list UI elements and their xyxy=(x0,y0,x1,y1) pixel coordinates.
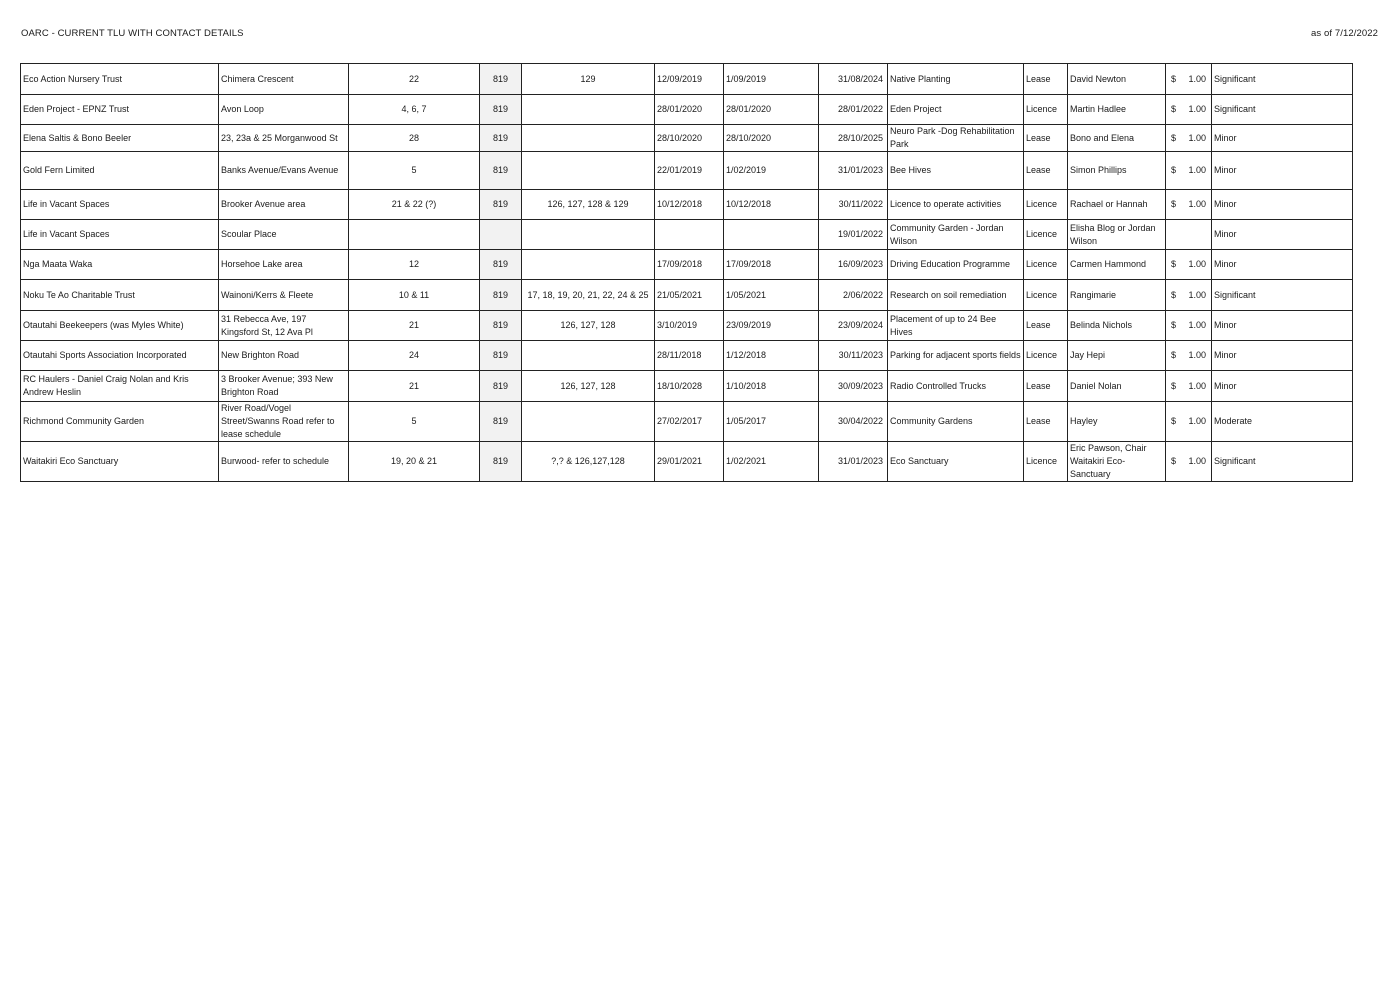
cell-contact: Jay Hepi xyxy=(1068,341,1166,371)
cell-type: Lease xyxy=(1024,402,1068,442)
table-row xyxy=(21,152,1353,190)
cell-purpose: Eco Sanctuary xyxy=(888,442,1024,482)
cell-expiry: 30/09/2023 xyxy=(819,371,888,402)
cell-refs xyxy=(522,341,655,371)
cell-type: Lease xyxy=(1024,64,1068,95)
cell-type: Lease xyxy=(1024,125,1068,152)
cell-purpose: Licence to operate activities xyxy=(888,190,1024,220)
cell-type: Lease xyxy=(1024,152,1068,190)
fee-currency: $ xyxy=(1171,380,1177,391)
cell-start: 22/01/2019 xyxy=(655,152,724,190)
cell-expiry: 31/01/2023 xyxy=(819,442,888,482)
cell-purpose: Placement of up to 24 Bee Hives xyxy=(888,311,1024,341)
cell-purpose: Community Garden - Jordan Wilson xyxy=(888,220,1024,250)
fee-currency: $ xyxy=(1171,289,1177,300)
cell-refs xyxy=(522,95,655,125)
cell-org: Eco Action Nursery Trust xyxy=(21,64,219,95)
fee-amount: 1.00 xyxy=(1188,165,1206,175)
cell-type: Licence xyxy=(1024,250,1068,280)
cell-contact: Daniel Nolan xyxy=(1068,371,1166,402)
cell-start: 3/10/2019 xyxy=(655,311,724,341)
cell-rating: Significant xyxy=(1212,95,1353,125)
cell-rating: Minor xyxy=(1212,341,1353,371)
table-row xyxy=(21,220,1353,250)
cell-refs xyxy=(522,250,655,280)
cell-code: 819 xyxy=(480,341,522,371)
cell-org: Life in Vacant Spaces xyxy=(21,220,219,250)
cell-rating: Moderate xyxy=(1212,402,1353,442)
cell-rating: Minor xyxy=(1212,371,1353,402)
cell-refs: 126, 127, 128 xyxy=(522,371,655,402)
cell-type: Lease xyxy=(1024,371,1068,402)
fee-amount: 1.00 xyxy=(1188,73,1206,84)
cell-refs xyxy=(522,220,655,250)
cell-purpose: Neuro Park -Dog Rehabilitation Park xyxy=(888,125,1024,152)
cell-commence: 1/02/2019 xyxy=(724,152,819,190)
cell-area: 24 xyxy=(349,341,480,371)
cell-refs xyxy=(522,152,655,190)
cell-location: Brooker Avenue area xyxy=(219,190,349,220)
cell-refs xyxy=(522,125,655,152)
tlu-table xyxy=(20,63,1353,482)
cell-rating: Significant xyxy=(1212,280,1353,311)
cell-location: New Brighton Road xyxy=(219,341,349,371)
table-row xyxy=(21,341,1353,371)
cell-code: 819 xyxy=(480,95,522,125)
cell-area: 4, 6, 7 xyxy=(349,95,480,125)
cell-fee xyxy=(1166,280,1212,311)
fee-amount: 1.00 xyxy=(1188,289,1206,300)
cell-code: 819 xyxy=(480,152,522,190)
cell-rating: Minor xyxy=(1212,125,1353,152)
cell-rating: Significant xyxy=(1212,64,1353,95)
document-title: OARC - CURRENT TLU WITH CONTACT DETAILS xyxy=(21,28,244,39)
cell-area: 19, 20 & 21 xyxy=(349,442,480,482)
fee-currency: $ xyxy=(1171,416,1177,426)
cell-commence: 1/09/2019 xyxy=(724,64,819,95)
cell-refs: 129 xyxy=(522,64,655,95)
fee-amount: 1.00 xyxy=(1188,320,1206,330)
cell-start xyxy=(655,220,724,250)
cell-fee xyxy=(1166,341,1212,371)
cell-start: 17/09/2018 xyxy=(655,250,724,280)
cell-expiry: 2/06/2022 xyxy=(819,280,888,311)
cell-expiry: 30/11/2023 xyxy=(819,341,888,371)
cell-fee xyxy=(1166,64,1212,95)
cell-contact: Carmen Hammond xyxy=(1068,250,1166,280)
cell-location: Banks Avenue/Evans Avenue xyxy=(219,152,349,190)
cell-fee xyxy=(1166,152,1212,190)
cell-location: Avon Loop xyxy=(219,95,349,125)
cell-code xyxy=(480,220,522,250)
cell-fee xyxy=(1166,220,1212,250)
cell-expiry: 28/01/2022 xyxy=(819,95,888,125)
table-row xyxy=(21,64,1353,95)
cell-rating: Significant xyxy=(1212,442,1353,482)
cell-commence xyxy=(724,220,819,250)
cell-area: 10 & 11 xyxy=(349,280,480,311)
cell-type: Licence xyxy=(1024,220,1068,250)
table-body xyxy=(21,64,1353,482)
cell-expiry: 30/11/2022 xyxy=(819,190,888,220)
cell-expiry: 16/09/2023 xyxy=(819,250,888,280)
cell-rating: Minor xyxy=(1212,190,1353,220)
cell-contact: Rangimarie xyxy=(1068,280,1166,311)
cell-type: Licence xyxy=(1024,341,1068,371)
fee-currency: $ xyxy=(1171,350,1177,360)
cell-rating: Minor xyxy=(1212,311,1353,341)
cell-fee xyxy=(1166,125,1212,152)
cell-code: 819 xyxy=(480,190,522,220)
cell-expiry: 28/10/2025 xyxy=(819,125,888,152)
cell-expiry: 19/01/2022 xyxy=(819,220,888,250)
cell-location: Chimera Crescent xyxy=(219,64,349,95)
cell-org: Gold Fern Limited xyxy=(21,152,219,190)
cell-location: 23, 23a & 25 Morganwood St xyxy=(219,125,349,152)
cell-expiry: 30/04/2022 xyxy=(819,402,888,442)
cell-org: Otautahi Sports Association Incorporated xyxy=(21,341,219,371)
cell-type: Licence xyxy=(1024,442,1068,482)
fee-currency: $ xyxy=(1171,104,1177,114)
cell-commence: 28/10/2020 xyxy=(724,125,819,152)
cell-commence: 10/12/2018 xyxy=(724,190,819,220)
cell-contact: David Newton xyxy=(1068,64,1166,95)
cell-contact: Bono and Elena xyxy=(1068,125,1166,152)
cell-purpose: Radio Controlled Trucks xyxy=(888,371,1024,402)
cell-fee xyxy=(1166,250,1212,280)
cell-rating: Minor xyxy=(1212,250,1353,280)
fee-currency: $ xyxy=(1171,199,1177,209)
cell-org: Noku Te Ao Charitable Trust xyxy=(21,280,219,311)
fee-amount: 1.00 xyxy=(1188,259,1206,269)
table-row xyxy=(21,371,1353,402)
cell-fee xyxy=(1166,402,1212,442)
cell-location: 31 Rebecca Ave, 197 Kingsford St, 12 Ava Pl xyxy=(219,311,349,341)
cell-area: 22 xyxy=(349,64,480,95)
cell-code: 819 xyxy=(480,280,522,311)
cell-org: Nga Maata Waka xyxy=(21,250,219,280)
cell-start: 21/05/2021 xyxy=(655,280,724,311)
cell-purpose: Research on soil remediation xyxy=(888,280,1024,311)
cell-fee xyxy=(1166,371,1212,402)
table-row xyxy=(21,190,1353,220)
table-row xyxy=(21,311,1353,341)
cell-area: 21 xyxy=(349,311,480,341)
cell-contact: Rachael or Hannah xyxy=(1068,190,1166,220)
cell-type: Licence xyxy=(1024,280,1068,311)
cell-rating: Minor xyxy=(1212,220,1353,250)
fee-amount: 1.00 xyxy=(1188,380,1206,391)
fee-currency: $ xyxy=(1171,165,1177,175)
fee-amount: 1.00 xyxy=(1188,199,1206,209)
cell-refs: ?,? & 126,127,128 xyxy=(522,442,655,482)
cell-area: 5 xyxy=(349,152,480,190)
cell-area: 21 xyxy=(349,371,480,402)
cell-area xyxy=(349,220,480,250)
table-row xyxy=(21,402,1353,442)
cell-type: Licence xyxy=(1024,190,1068,220)
cell-code: 819 xyxy=(480,442,522,482)
fee-currency: $ xyxy=(1171,73,1177,84)
cell-purpose: Community Gardens xyxy=(888,402,1024,442)
cell-start: 10/12/2018 xyxy=(655,190,724,220)
cell-refs: 126, 127, 128 & 129 xyxy=(522,190,655,220)
cell-org: Life in Vacant Spaces xyxy=(21,190,219,220)
cell-start: 28/11/2018 xyxy=(655,341,724,371)
cell-refs: 17, 18, 19, 20, 21, 22, 24 & 25 xyxy=(522,280,655,311)
cell-contact: Simon Phillips xyxy=(1068,152,1166,190)
cell-code: 819 xyxy=(480,64,522,95)
fee-amount: 1.00 xyxy=(1188,350,1206,360)
cell-org: Richmond Community Garden xyxy=(21,402,219,442)
cell-start: 28/01/2020 xyxy=(655,95,724,125)
cell-start: 12/09/2019 xyxy=(655,64,724,95)
cell-area: 28 xyxy=(349,125,480,152)
cell-location: Burwood- refer to schedule xyxy=(219,442,349,482)
cell-purpose: Driving Education Programme xyxy=(888,250,1024,280)
cell-expiry: 31/08/2024 xyxy=(819,64,888,95)
cell-purpose: Native Planting xyxy=(888,64,1024,95)
table-row xyxy=(21,442,1353,482)
cell-location: Wainoni/Kerrs & Fleete xyxy=(219,280,349,311)
fee-amount: 1.00 xyxy=(1188,416,1206,426)
cell-location: River Road/Vogel Street/Swanns Road refer to lease schedule xyxy=(219,402,349,442)
cell-commence: 1/10/2018 xyxy=(724,371,819,402)
table-row xyxy=(21,95,1353,125)
fee-currency: $ xyxy=(1171,456,1177,466)
fee-currency: $ xyxy=(1171,132,1177,143)
cell-location: Scoular Place xyxy=(219,220,349,250)
cell-code: 819 xyxy=(480,371,522,402)
cell-start: 18/10/2028 xyxy=(655,371,724,402)
cell-rating: Minor xyxy=(1212,152,1353,190)
cell-commence: 17/09/2018 xyxy=(724,250,819,280)
cell-contact: Eric Pawson, Chair Waitakiri Eco-Sanctuary xyxy=(1068,442,1166,482)
cell-start: 28/10/2020 xyxy=(655,125,724,152)
cell-type: Lease xyxy=(1024,311,1068,341)
cell-code: 819 xyxy=(480,311,522,341)
cell-org: RC Haulers - Daniel Craig Nolan and Kris Andrew Heslin xyxy=(21,371,219,402)
cell-commence: 28/01/2020 xyxy=(724,95,819,125)
cell-purpose: Parking for adjacent sports fields xyxy=(888,341,1024,371)
cell-type: Licence xyxy=(1024,95,1068,125)
cell-area: 12 xyxy=(349,250,480,280)
cell-org: Otautahi Beekeepers (was Myles White) xyxy=(21,311,219,341)
cell-org: Waitakiri Eco Sanctuary xyxy=(21,442,219,482)
cell-fee xyxy=(1166,95,1212,125)
cell-start: 29/01/2021 xyxy=(655,442,724,482)
table-row xyxy=(21,250,1353,280)
cell-org: Eden Project - EPNZ Trust xyxy=(21,95,219,125)
cell-code: 819 xyxy=(480,402,522,442)
cell-contact: Elisha Blog or Jordan Wilson xyxy=(1068,220,1166,250)
fee-amount: 1.00 xyxy=(1188,104,1206,114)
cell-contact: Belinda Nichols xyxy=(1068,311,1166,341)
cell-expiry: 23/09/2024 xyxy=(819,311,888,341)
cell-code: 819 xyxy=(480,250,522,280)
cell-contact: Martin Hadlee xyxy=(1068,95,1166,125)
cell-fee xyxy=(1166,190,1212,220)
cell-expiry: 31/01/2023 xyxy=(819,152,888,190)
cell-location: 3 Brooker Avenue; 393 New Brighton Road xyxy=(219,371,349,402)
fee-amount: 1.00 xyxy=(1188,132,1206,143)
table-row xyxy=(21,125,1353,152)
cell-refs: 126, 127, 128 xyxy=(522,311,655,341)
cell-fee xyxy=(1166,311,1212,341)
cell-contact: Hayley xyxy=(1068,402,1166,442)
fee-currency: $ xyxy=(1171,320,1177,330)
cell-commence: 1/05/2021 xyxy=(724,280,819,311)
cell-fee xyxy=(1166,442,1212,482)
cell-commence: 23/09/2019 xyxy=(724,311,819,341)
cell-location: Horsehoe Lake area xyxy=(219,250,349,280)
cell-start: 27/02/2017 xyxy=(655,402,724,442)
cell-area: 5 xyxy=(349,402,480,442)
cell-commence: 1/02/2021 xyxy=(724,442,819,482)
cell-commence: 1/05/2017 xyxy=(724,402,819,442)
cell-purpose: Bee Hives xyxy=(888,152,1024,190)
cell-code: 819 xyxy=(480,125,522,152)
cell-purpose: Eden Project xyxy=(888,95,1024,125)
table-row xyxy=(21,280,1353,311)
fee-currency: $ xyxy=(1171,259,1177,269)
fee-amount: 1.00 xyxy=(1188,456,1206,466)
cell-area: 21 & 22 (?) xyxy=(349,190,480,220)
cell-commence: 1/12/2018 xyxy=(724,341,819,371)
as-of-date: as of 7/12/2022 xyxy=(1311,28,1378,39)
cell-org: Elena Saltis & Bono Beeler xyxy=(21,125,219,152)
cell-refs xyxy=(522,402,655,442)
